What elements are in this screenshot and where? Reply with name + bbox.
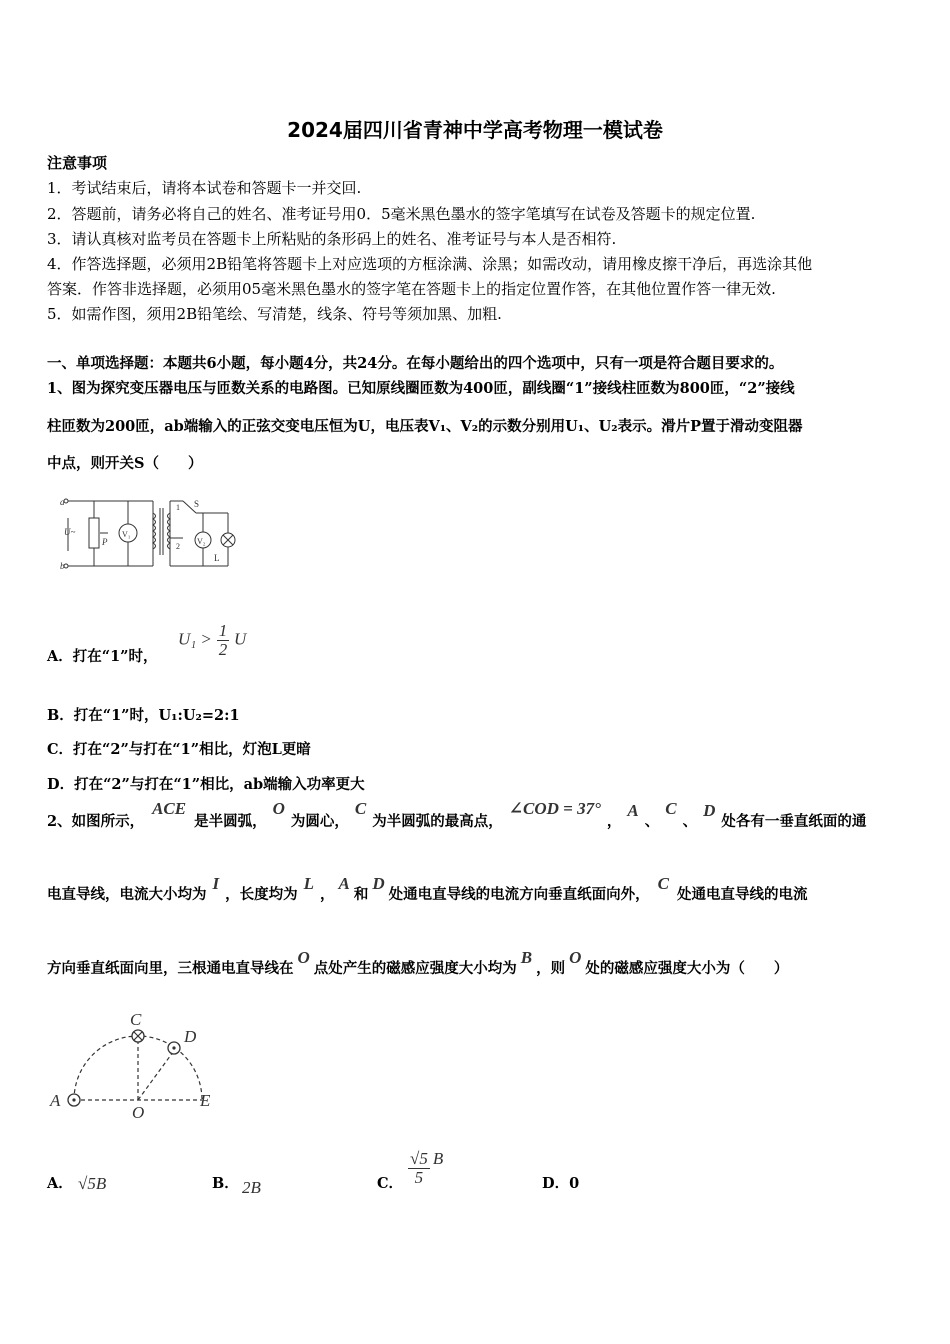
notice-item-5: 5．如需作图，须用2B铅笔绘、写清楚，线条、符号等须加黑、加粗. bbox=[47, 305, 502, 323]
q2-option-b-label: B． bbox=[212, 1175, 239, 1192]
label-a: a bbox=[60, 497, 65, 507]
notice-item-3: 3．请认真核对监考员在答题卡上所粘贴的条形码上的姓名、准考证号与本人是否相符. bbox=[47, 230, 617, 248]
point-c-label: C bbox=[130, 1010, 142, 1029]
q1-option-a-math: U₁ > $\frac{1}{2}$ U bbox=[178, 621, 247, 659]
fraction: $\frac{√5}{5}$ bbox=[410, 1149, 428, 1187]
fraction: $\frac{1}{2}$ bbox=[218, 621, 228, 659]
q1-option-d: D．打在“2”与打在“1”相比，ab端输入功率更大 bbox=[47, 776, 365, 793]
q1-option-a-text: A．打在“1”时， bbox=[47, 648, 158, 665]
label-2: 2 bbox=[176, 542, 180, 551]
q1-line2: 柱匝数为200匝，ab端输入的正弦交变电压恒为U，电压表V₁、V₂的示数分别用U₁、U₂表示。滑片P置于滑动变阻器 bbox=[47, 418, 803, 435]
q2-line2: 电直导线，电流大小均为I，长度均为L，A和D处通电直导线的电流方向垂直纸面向外，C处通电直导线的电流 bbox=[47, 874, 808, 903]
notice-item-4: 4．作答选择题，必须用2B铅笔将答题卡上对应选项的方框涂满、涂黑；如需改动，请用橡皮擦干净后，再选涂其他 bbox=[47, 255, 813, 273]
label-u: U~ bbox=[64, 527, 76, 537]
label-p: P bbox=[102, 537, 108, 547]
point-o-label: O bbox=[132, 1103, 145, 1122]
notice-item-4-cont: 答案．作答非选择题，必须用05毫米黑色墨水的签字笔在答题卡上的指定位置作答，在其他位置作答一律无效. bbox=[47, 280, 776, 298]
label-l: L bbox=[214, 553, 220, 563]
q2-option-c-value: $\frac{√5}{5}$ B bbox=[410, 1149, 444, 1187]
q1-option-c: C．打在“2”与打在“1”相比，灯泡L更暗 bbox=[47, 741, 311, 758]
point-a-label: A bbox=[50, 1091, 61, 1110]
q2-option-a-label: A． bbox=[47, 1175, 73, 1192]
q1-option-b: B．打在“1”时，U₁:U₂=2:1 bbox=[47, 707, 240, 724]
transformer-circuit-figure bbox=[58, 493, 238, 573]
q2-line3: 方向垂直纸面向里，三根通电直导线在O点处产生的磁感应强度大小均为B，则O处的磁感应强度大小为（ ） bbox=[47, 948, 789, 977]
label-v2: V₂ bbox=[197, 537, 206, 546]
page-title: 2024届四川省青神中学高考物理一模试卷 bbox=[287, 118, 663, 142]
label-1: 1 bbox=[176, 503, 180, 512]
q2-line1: 2、如图所示，ACE是半圆弧，O为圆心，C为半圆弧的最高点，∠COD = 37°，A、C、D处各有一垂直纸面的通 bbox=[47, 799, 867, 830]
point-e-label: E bbox=[200, 1091, 211, 1110]
q2-option-a-value: √5B bbox=[78, 1174, 107, 1193]
q1-line3: 中点，则开关S（ ） bbox=[47, 455, 203, 472]
q1-line1: 1、图为探究变压器电压与匝数关系的电路图。已知原线圈匝数为400匝，副线圈“1”接线柱匝数为800匝，“2”接线 bbox=[47, 380, 795, 397]
notice-item-1: 1．考试结束后，请将本试卷和答题卡一并交回. bbox=[47, 179, 362, 197]
section-heading: 一、单项选择题：本题共6小题，每小题4分，共24分。在每小题给出的四个选项中，只有一项是符合题目要求的。 bbox=[47, 355, 784, 372]
q2-option-c-label: C． bbox=[377, 1175, 404, 1192]
notice-heading: 注意事项 bbox=[47, 154, 108, 172]
semicircle-figure bbox=[44, 1008, 224, 1123]
point-d-label: D bbox=[184, 1027, 197, 1046]
q2-option-b-value: 2B bbox=[242, 1178, 261, 1197]
label-s: S bbox=[194, 499, 200, 509]
q2-option-d: D．0 bbox=[542, 1175, 580, 1192]
notice-item-2: 2．答题前，请务必将自己的姓名、准考证号用0．5毫米黑色墨水的签字笔填写在试卷及答题卡的规定位置. bbox=[47, 205, 756, 223]
label-b: b bbox=[60, 561, 65, 571]
label-v1: V₁ bbox=[122, 530, 131, 539]
